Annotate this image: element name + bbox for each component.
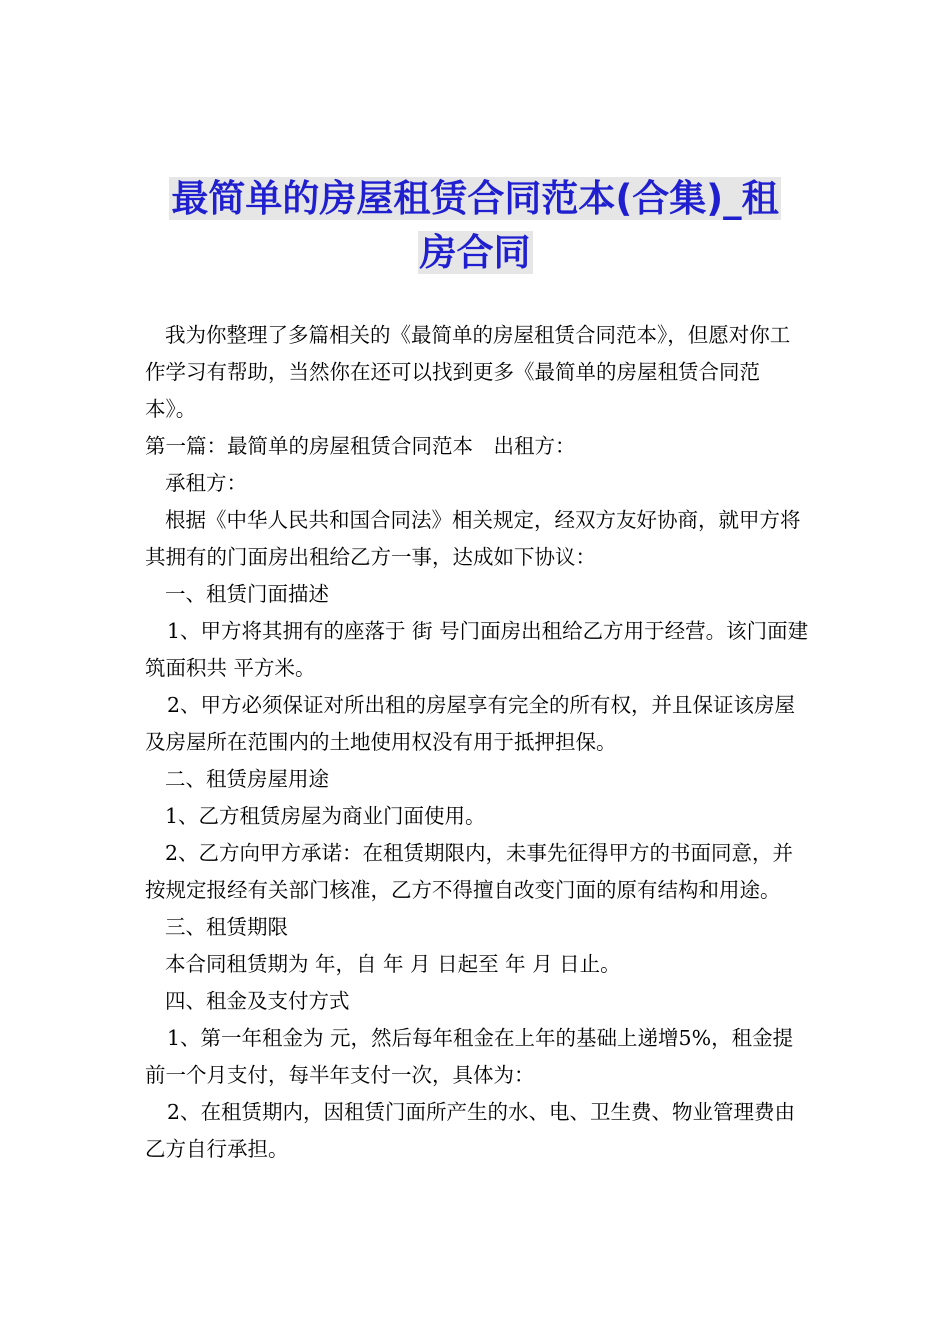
clause-2-item-2: 2、乙方向甲方承诺：在租赁期限内，未事先征得甲方的书面同意，并按规定报经有关部门核准，乙方不得擅自改变门面的原有结构和用途。 xyxy=(145,841,794,902)
clause-4-item-1: 1、第一年租金为 元，然后每年租金在上年的基础上递增5%，租金提前一个月支付，每半年支付一次，具体为： xyxy=(145,1026,794,1087)
clause-heading-1: 一、租赁门面描述 xyxy=(165,582,329,606)
clause-heading-4: 四、租金及支付方式 xyxy=(165,989,350,1013)
clause-2-item-1: 1、乙方租赁房屋为商业门面使用。 xyxy=(165,804,486,828)
clause-4-item-2: 2、在租赁期内，因租赁门面所产生的水、电、卫生费、物业管理费由乙方自行承担。 xyxy=(145,1100,796,1161)
clause-1-item-2: 2、甲方必须保证对所出租的房屋享有完全的所有权，并且保证该房屋及房屋所在范围内的土地使用权没有用于抵押担保。 xyxy=(145,693,796,754)
intro-paragraph: 我为你整理了多篇相关的《最简单的房屋租赁合同范本》，但愿对你工作学习有帮助，当然你在还可以找到更多《最简单的房屋租赁合同范本》。 xyxy=(145,323,791,421)
clause-heading-3: 三、租赁期限 xyxy=(165,915,288,939)
clause-1-item-1: 1、甲方将其拥有的座落于 街 号门面房出租给乙方用于经营。该门面建筑面积共 平方米。 xyxy=(145,619,809,680)
tenant-line: 承租方： xyxy=(165,471,247,495)
clause-3-term: 本合同租赁期为 年，自 年 月 日起至 年 月 日止。 xyxy=(165,952,621,976)
document-title xyxy=(140,172,810,280)
agreement-basis-paragraph: 根据《中华人民共和国合同法》相关规定，经双方友好协商，就甲方将其拥有的门面房出租给乙方一事，达成如下协议： xyxy=(145,508,801,569)
clause-heading-2: 二、租赁房屋用途 xyxy=(165,767,329,791)
document-body xyxy=(145,317,810,1168)
title-line-1: 最简单的房屋租赁合同范本(合集)_租 xyxy=(171,177,779,220)
section-heading-first: 第一篇：最简单的房屋租赁合同范本 出租方： xyxy=(145,434,576,458)
title-line-2: 房合同 xyxy=(419,231,531,274)
